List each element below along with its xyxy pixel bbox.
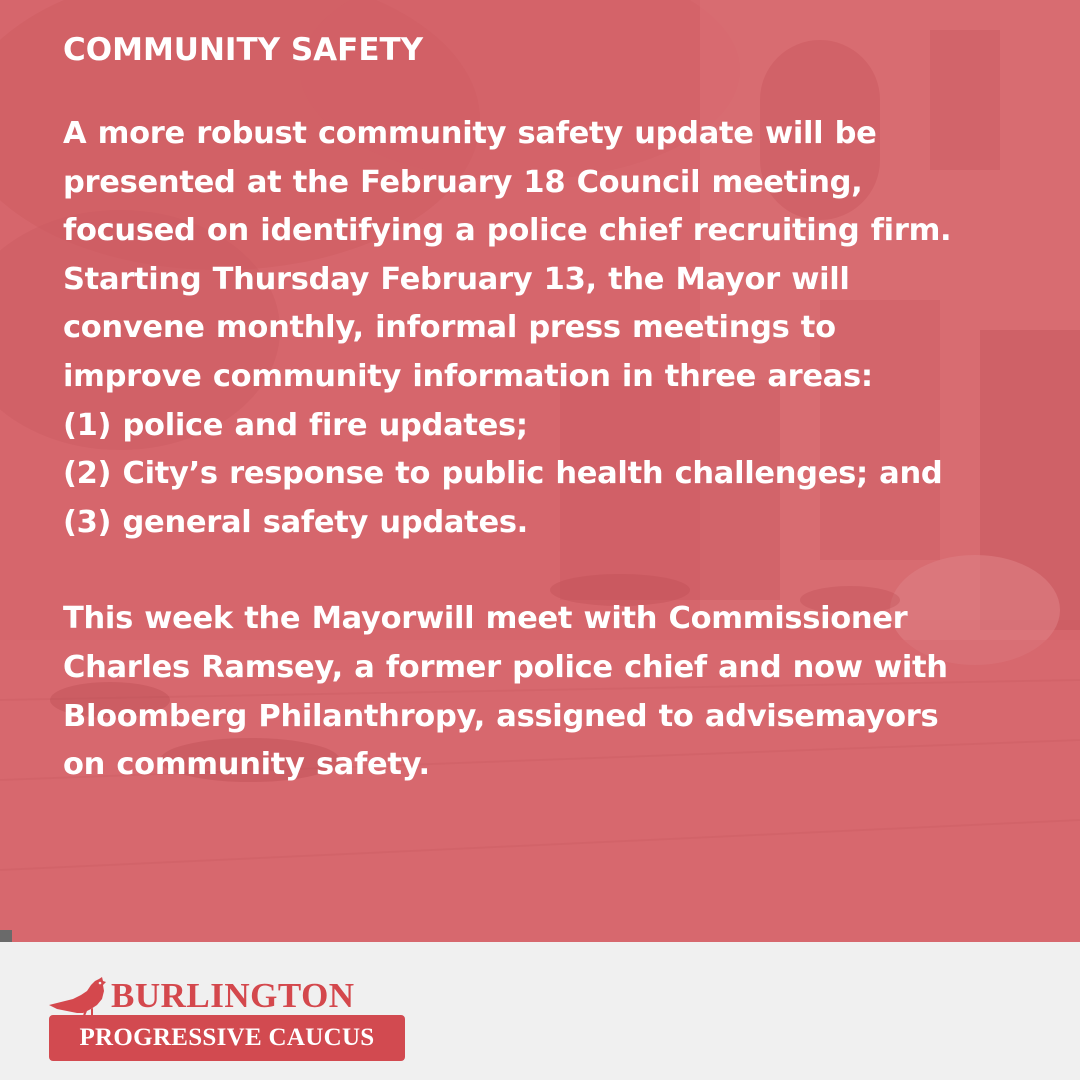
text-line: A more robust community safety update will be [63, 116, 877, 151]
text-line: Charles Ramsey, a former police chief and now with [63, 649, 948, 685]
text-line: focused on identifying a police chief recruiting firm. [63, 213, 952, 249]
paragraph-spacer [63, 547, 1023, 595]
logo-burlington-text: BURLINGTON [111, 976, 355, 1015]
text-line: on community safety. [63, 747, 430, 783]
bird-icon [47, 975, 115, 1017]
paragraph-2 [63, 595, 1023, 789]
text-line: Bloomberg Philanthropy, assigned to advisemayors [63, 698, 939, 734]
text-line: This week the Mayorwill meet with Commissioner [63, 601, 908, 637]
text-line: Starting Thursday February 13, the Mayor will [63, 261, 850, 297]
text-line: (2) City’s response to public health challenges; and [63, 456, 943, 492]
text-line: (1) police and fire updates; [63, 407, 528, 443]
logo-banner [49, 1015, 405, 1061]
post-text-block [63, 28, 1023, 790]
text-line: improve community information in three areas: [63, 358, 873, 394]
burlington-progressive-caucus-logo [47, 975, 407, 1065]
paragraph-1 [63, 110, 1023, 547]
text-line: (3) general safety updates. [63, 504, 528, 540]
text-line: presented at the February 18 Council meeting, [63, 164, 863, 200]
post-heading: COMMUNITY SAFETY [63, 32, 424, 68]
text-line: convene monthly, informal press meetings to [63, 310, 836, 346]
logo-progressive-caucus-text: PROGRESSIVE CAUCUS [79, 1024, 375, 1051]
